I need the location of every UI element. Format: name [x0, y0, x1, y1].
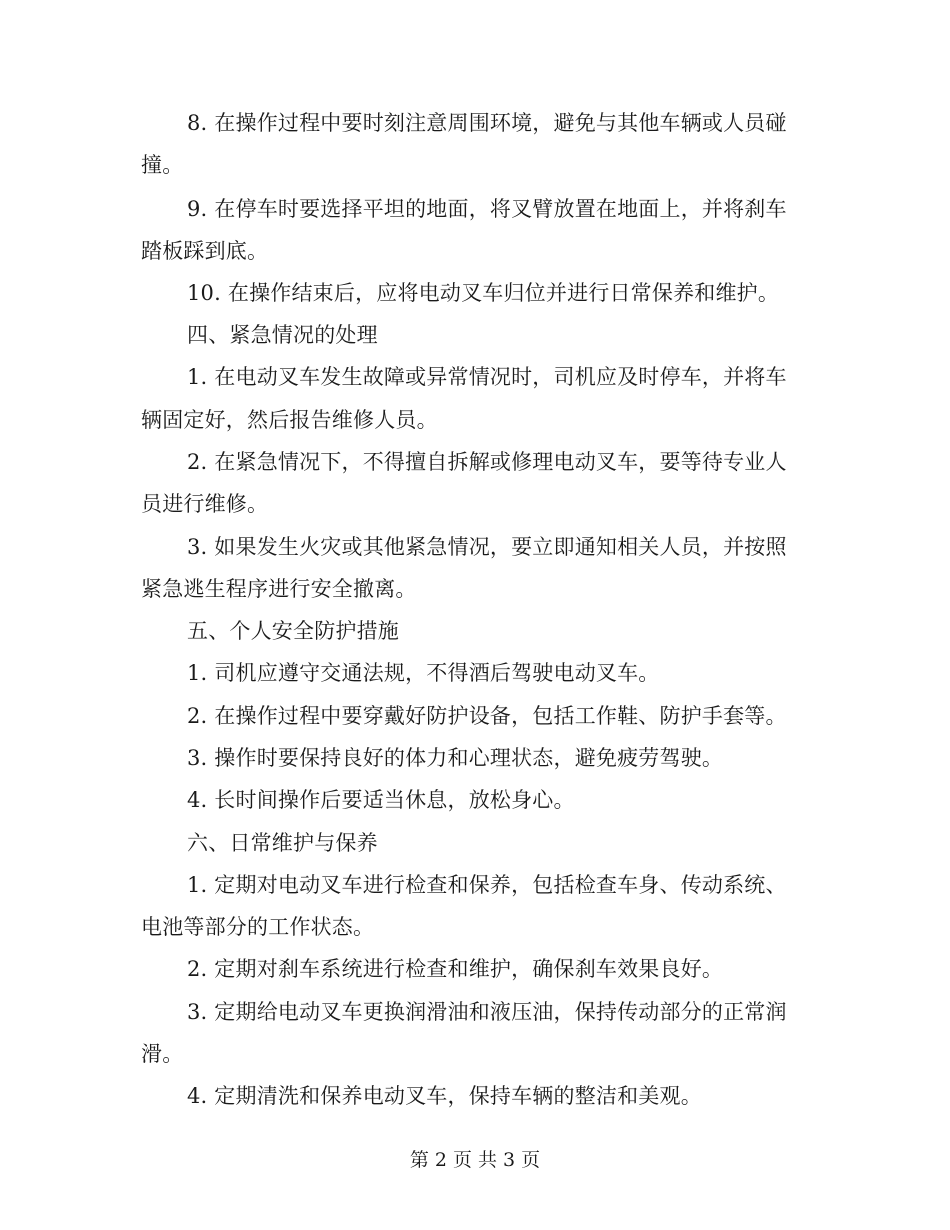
list-item-8: 8. 在操作过程中要时刻注意周围环境，避免与其他车辆或人员碰 [187, 111, 787, 135]
list-item-10: 10. 在操作结束后，应将电动叉车归位并进行日常保养和维护。 [187, 281, 780, 305]
safety-item-4: 4. 长时间操作后要适当休息，放松身心。 [187, 788, 575, 812]
maintenance-item-1-cont: 电池等部分的工作状态。 [141, 915, 375, 939]
page-number-footer: 第 2 页 共 3 页 [409, 1149, 541, 1171]
section-heading-emergency: 四、紧急情况的处理 [187, 323, 378, 347]
maintenance-item-3: 3. 定期给电动叉车更换润滑油和液压油，保持传动部分的正常润 [187, 1000, 787, 1024]
section-heading-maintenance: 六、日常维护与保养 [187, 831, 378, 855]
emergency-item-2-cont: 员进行维修。 [141, 492, 269, 516]
safety-item-2: 2. 在操作过程中要穿戴好防护设备，包括工作鞋、防护手套等。 [187, 704, 787, 728]
safety-item-3: 3. 操作时要保持良好的体力和心理状态，避免疲劳驾驶。 [187, 746, 724, 770]
emergency-item-3: 3. 如果发生火灾或其他紧急情况，要立即通知相关人员，并按照 [187, 535, 787, 559]
list-item-8-cont: 撞。 [141, 153, 184, 177]
safety-item-1: 1. 司机应遵守交通法规，不得酒后驾驶电动叉车。 [187, 661, 660, 685]
maintenance-item-4: 4. 定期清洗和保养电动叉车，保持车辆的整洁和美观。 [187, 1084, 702, 1108]
maintenance-item-1: 1. 定期对电动叉车进行检查和保养，包括检查车身、传动系统、 [187, 873, 787, 897]
emergency-item-1-cont: 辆固定好，然后报告维修人员。 [141, 408, 438, 432]
emergency-item-2: 2. 在紧急情况下，不得擅自拆解或修理电动叉车，要等待专业人 [187, 450, 787, 474]
maintenance-item-3-cont: 滑。 [141, 1042, 184, 1066]
list-item-9-cont: 踏板踩到底。 [141, 239, 269, 263]
emergency-item-3-cont: 紧急逃生程序进行安全撤离。 [141, 577, 417, 601]
list-item-9: 9. 在停车时要选择平坦的地面，将叉臂放置在地面上，并将刹车 [187, 197, 787, 221]
emergency-item-1: 1. 在电动叉车发生故障或异常情况时，司机应及时停车，并将车 [187, 365, 787, 389]
section-heading-personal-safety: 五、个人安全防护措施 [187, 619, 399, 643]
maintenance-item-2: 2. 定期对刹车系统进行检查和维护，确保刹车效果良好。 [187, 957, 724, 981]
